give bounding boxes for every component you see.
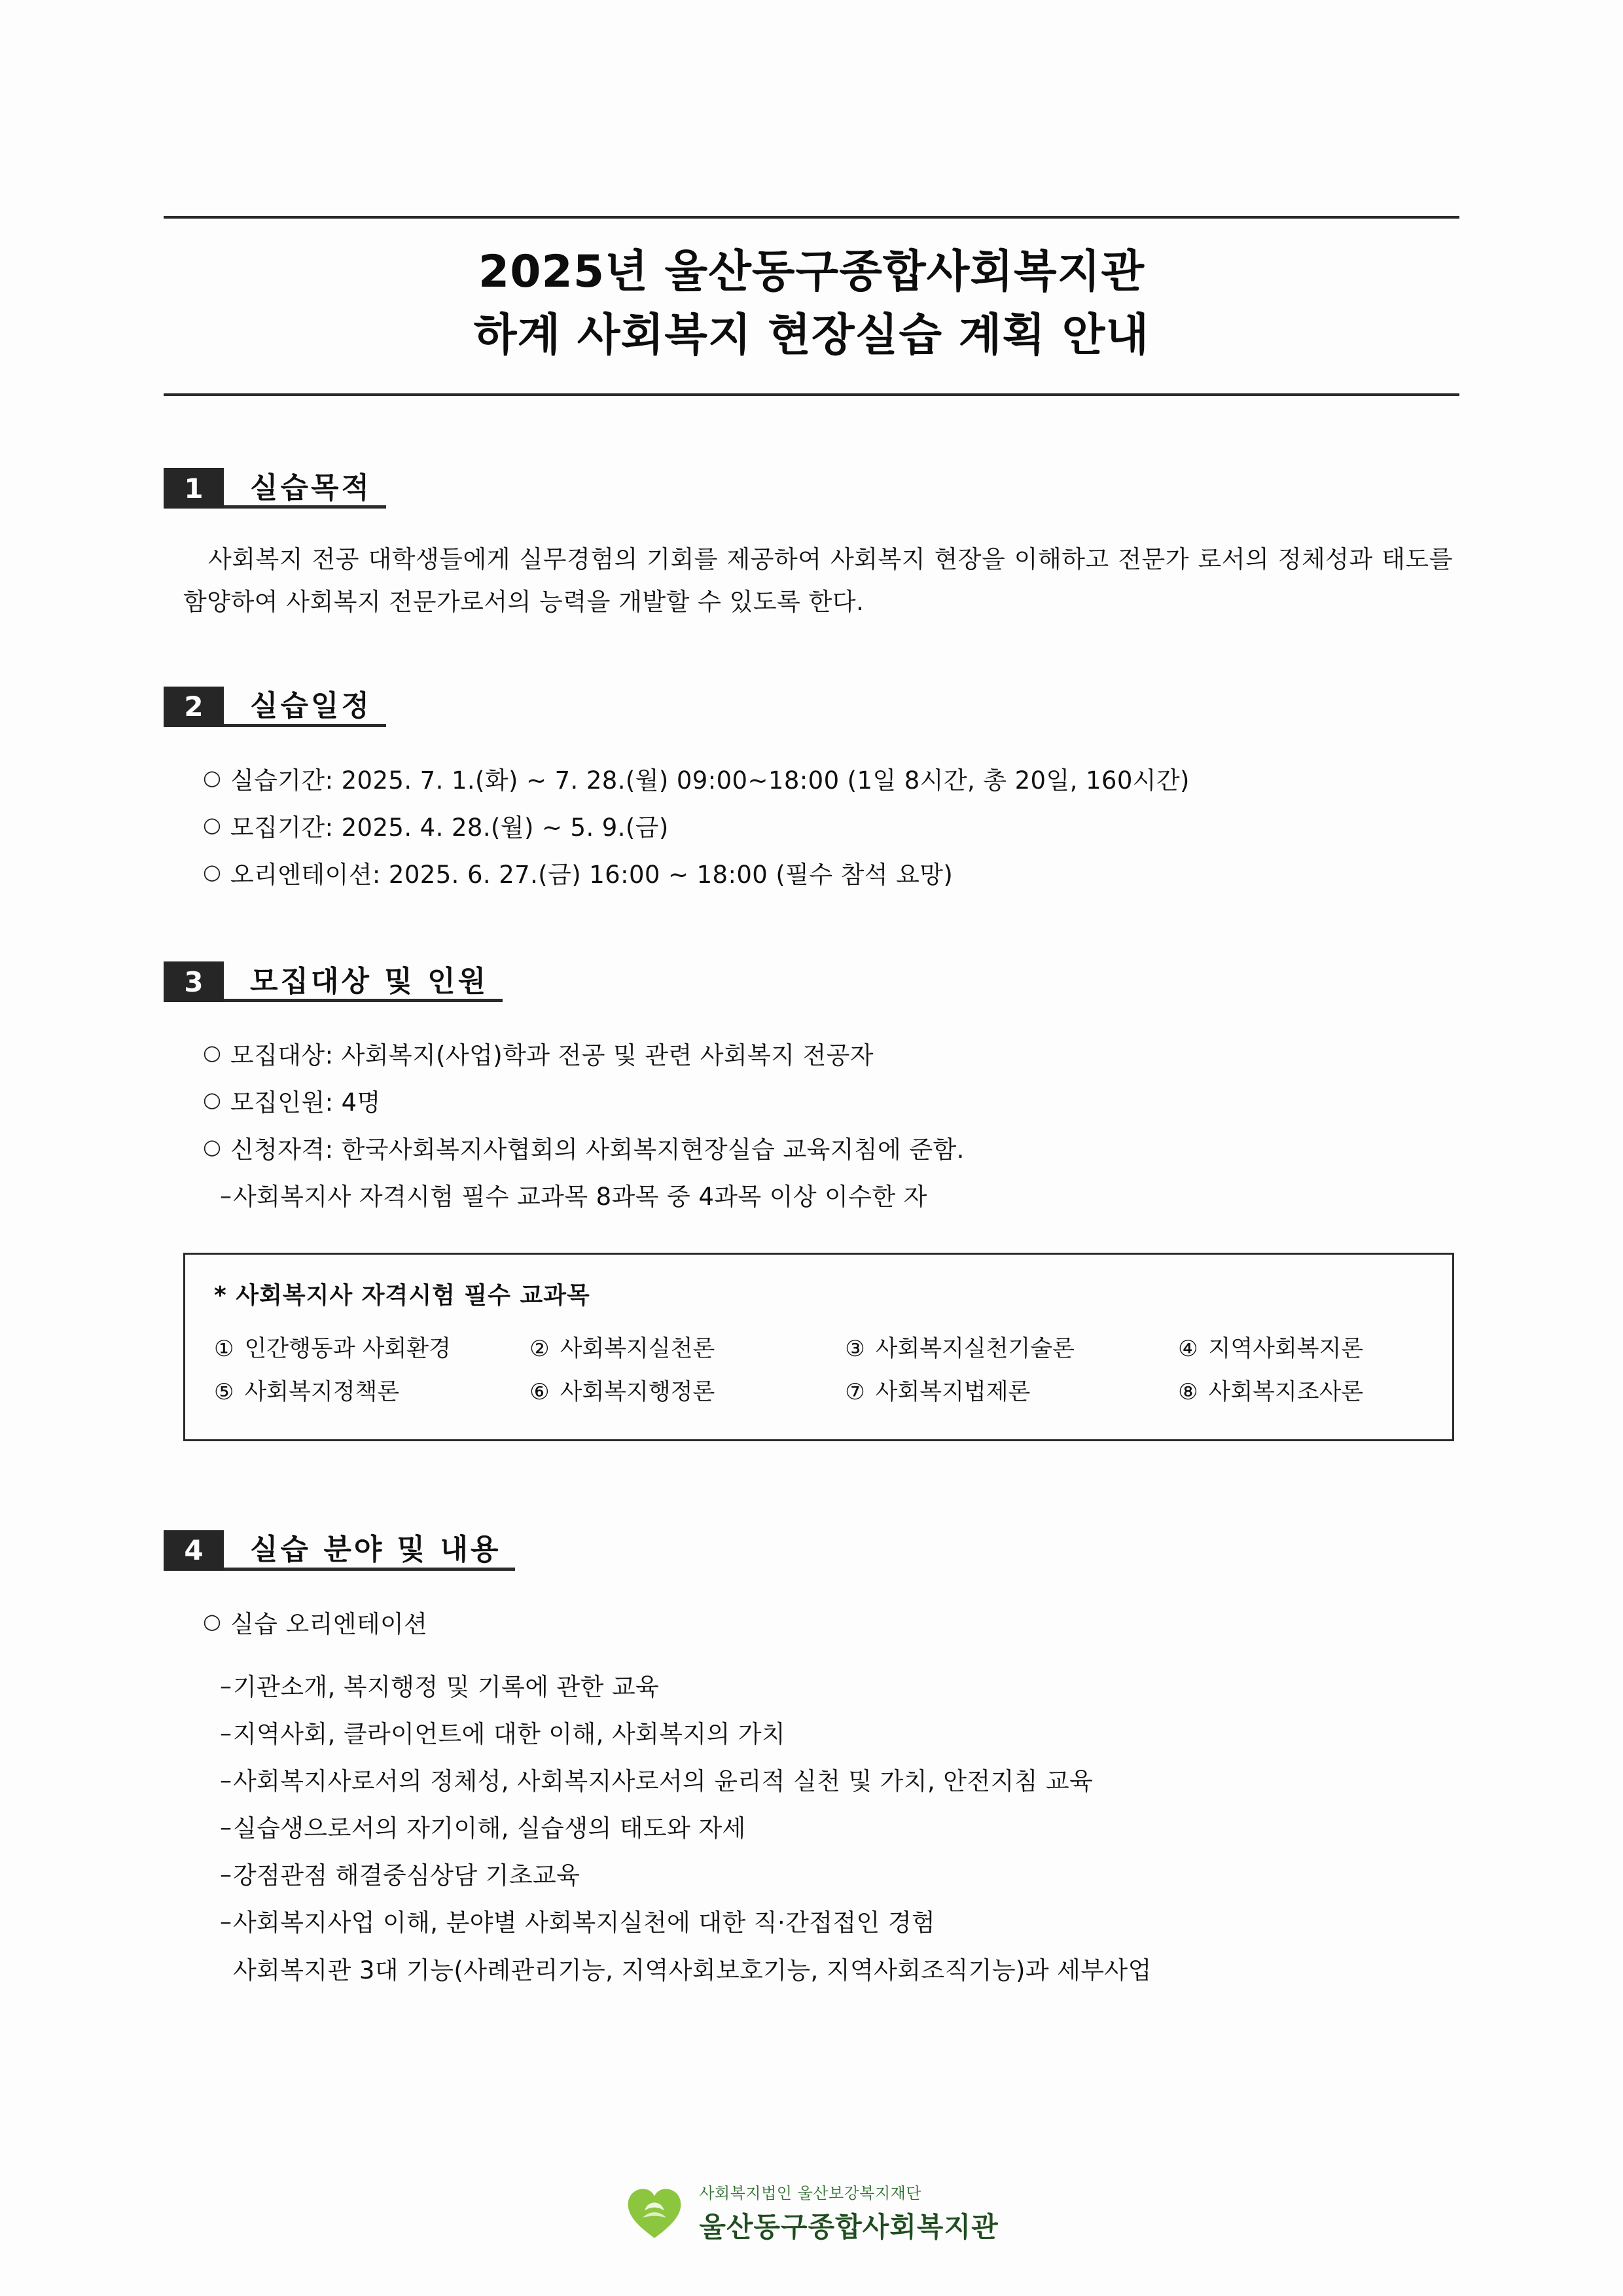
required-subjects-row (214, 1371, 1423, 1414)
subject-item (1178, 1327, 1423, 1371)
subject-name: 사회복지실천기술론 (875, 1335, 1075, 1362)
required-subjects-row (214, 1327, 1423, 1371)
dash-bullet-icon: – (220, 1861, 232, 1889)
list-item-label: 실습기간: 2025. 7. 1.(화) ~ 7. 28.(월) 09:00~18:00 (1일 8시간, 총 20일, 160시간) (230, 766, 1190, 795)
list-item-label: 실습 오리엔테이션 (230, 1609, 428, 1638)
list-item (203, 1032, 1459, 1079)
recruitment-list (164, 1032, 1459, 1221)
list-item-label: 오리엔테이션: 2025. 6. 27.(금) 16:00 ~ 18:00 (필수 참석 요망) (230, 860, 954, 889)
list-sub-item-label: 기관소개, 복지행정 및 기록에 관한 교육 (233, 1672, 660, 1701)
schedule-list (164, 757, 1459, 899)
subject-name: 사회복지법제론 (875, 1379, 1031, 1406)
list-item-label: 모집기간: 2025. 4. 28.(월) ~ 5. 9.(금) (230, 813, 669, 842)
subject-number: ④ (1178, 1335, 1198, 1362)
dash-bullet-icon: – (220, 1767, 232, 1794)
list-sub-item-label: 사회복지사 자격시험 필수 교과목 8과목 중 4과목 이상 이수한 자 (233, 1183, 927, 1211)
fields-sub-list (164, 1664, 1459, 1994)
subject-name: 인간행동과 사회환경 (244, 1335, 451, 1362)
section-purpose-body (164, 539, 1459, 624)
purpose-line-1: 사회복지 전공 대학생들에게 실무경험의 기회를 제공하여 사회복지 현장을 이해하고 전문가 (208, 545, 1189, 574)
dash-bullet-icon: – (220, 1814, 232, 1842)
dash-bullet-icon: – (220, 1719, 232, 1747)
list-sub-item (203, 1664, 1459, 1711)
document-title-block (164, 216, 1459, 396)
section-title: 실습 분야 및 내용 (224, 1534, 515, 1570)
section-heading (164, 468, 1459, 509)
list-sub-item (203, 1758, 1459, 1805)
subject-item (529, 1327, 845, 1371)
subject-name: 사회복지정책론 (244, 1379, 400, 1406)
section-title: 실습일정 (224, 691, 386, 726)
section-heading (164, 961, 1459, 1002)
list-sub-item-label: 강점관점 해결중심상담 기초교육 (233, 1861, 580, 1890)
required-subjects-box (183, 1253, 1454, 1441)
purpose-line-2: 로서의 정체성과 태도를 함양하여 사회복지 전문가로서의 능력을 개발할 수 있도록 한다. (183, 545, 1453, 616)
list-item (203, 852, 1459, 899)
subject-name: 사회복지조사론 (1208, 1379, 1364, 1406)
list-sub-item (203, 1852, 1459, 1899)
section-purpose (164, 468, 1459, 624)
section-number-badge: 2 (164, 687, 224, 727)
list-item-label: 모집대상: 사회복지(사업)학과 전공 및 관련 사회복지 전공자 (230, 1041, 874, 1070)
list-sub-item-label: 사회복지사업 이해, 분야별 사회복지실천에 대한 직·간접접인 경험 (233, 1909, 936, 1937)
list-sub-item (203, 1805, 1459, 1852)
subject-number: ⑦ (845, 1379, 865, 1406)
subject-name: 지역사회복지론 (1208, 1335, 1364, 1362)
subject-item (845, 1371, 1178, 1414)
list-sub-item-continuation (203, 1947, 1459, 1994)
section-title: 모집대상 및 인원 (224, 966, 503, 1002)
subject-number: ① (214, 1335, 234, 1362)
fields-list (164, 1601, 1459, 1648)
circle-bullet-icon: ○ (203, 1040, 222, 1066)
subject-item (845, 1327, 1178, 1371)
subject-number: ③ (845, 1335, 865, 1362)
list-sub-item-label: 지역사회, 클라이언트에 대한 이해, 사회복지의 가치 (233, 1719, 786, 1748)
list-item-label: 신청자격: 한국사회복지사협회의 사회복지현장실습 교육지침에 준함. (230, 1136, 965, 1164)
list-sub-item-label: 실습생으로서의 자기이해, 실습생의 태도와 자세 (233, 1814, 746, 1843)
list-item (203, 1079, 1459, 1126)
subject-number: ⑤ (214, 1379, 234, 1406)
dash-bullet-icon: – (220, 1672, 232, 1700)
footer-org-text (699, 2180, 998, 2245)
list-sub-item-label: 사회복지사로서의 정체성, 사회복지사로서의 윤리적 실천 및 가치, 안전지침 교육 (233, 1767, 1094, 1795)
heart-hands-logo-icon (624, 2184, 685, 2242)
subject-item (529, 1371, 845, 1414)
list-item (203, 1601, 1459, 1648)
circle-bullet-icon: ○ (203, 764, 222, 790)
list-sub-item-continuation-label: 사회복지관 3대 기능(사례관리기능, 지역사회보호기능, 지역사회조직기능)과 세부사업 (233, 1956, 1152, 1984)
list-sub-item (203, 1899, 1459, 1946)
subject-number: ⑧ (1178, 1379, 1198, 1406)
section-title: 실습목적 (224, 473, 386, 509)
dash-bullet-icon: – (220, 1183, 232, 1210)
dash-bullet-icon: – (220, 1909, 232, 1936)
section-fields-content (164, 1530, 1459, 1994)
subject-name: 사회복지행정론 (560, 1379, 715, 1406)
section-number-badge: 1 (164, 468, 224, 509)
footer-org-name: 울산동구종합사회복지관 (699, 2211, 999, 2243)
list-item (203, 804, 1459, 852)
section-number-badge: 4 (164, 1530, 224, 1571)
list-sub-item (203, 1711, 1459, 1758)
subject-item (1178, 1371, 1423, 1414)
section-recruitment (164, 961, 1459, 1441)
subject-item (214, 1371, 529, 1414)
list-item (203, 757, 1459, 804)
page-title-line-2: 하계 사회복지 현장실습 계획 안내 (473, 309, 1150, 361)
subject-item (214, 1327, 529, 1371)
list-sub-item (203, 1174, 1459, 1221)
circle-bullet-icon: ○ (203, 1134, 222, 1160)
circle-bullet-icon: ○ (203, 1087, 222, 1113)
circle-bullet-icon: ○ (203, 812, 222, 837)
subject-name: 사회복지실천론 (560, 1335, 715, 1362)
footer-logo (0, 2180, 1623, 2245)
list-item-label: 모집인원: 4명 (230, 1088, 381, 1117)
footer-org-foundation: 사회복지법인 울산보강복지재단 (699, 2184, 922, 2202)
section-number-badge: 3 (164, 961, 224, 1002)
list-item (203, 1126, 1459, 1174)
subject-number: ⑥ (529, 1379, 550, 1406)
page-title-line-1: 2025년 울산동구종합사회복지관 (478, 246, 1145, 298)
section-heading (164, 1530, 1459, 1571)
circle-bullet-icon: ○ (203, 1608, 222, 1634)
circle-bullet-icon: ○ (203, 859, 222, 884)
required-subjects-title: * 사회복지사 자격시험 필수 교과목 (214, 1282, 590, 1309)
subject-number: ② (529, 1335, 550, 1362)
section-heading (164, 687, 1459, 727)
section-schedule (164, 687, 1459, 899)
